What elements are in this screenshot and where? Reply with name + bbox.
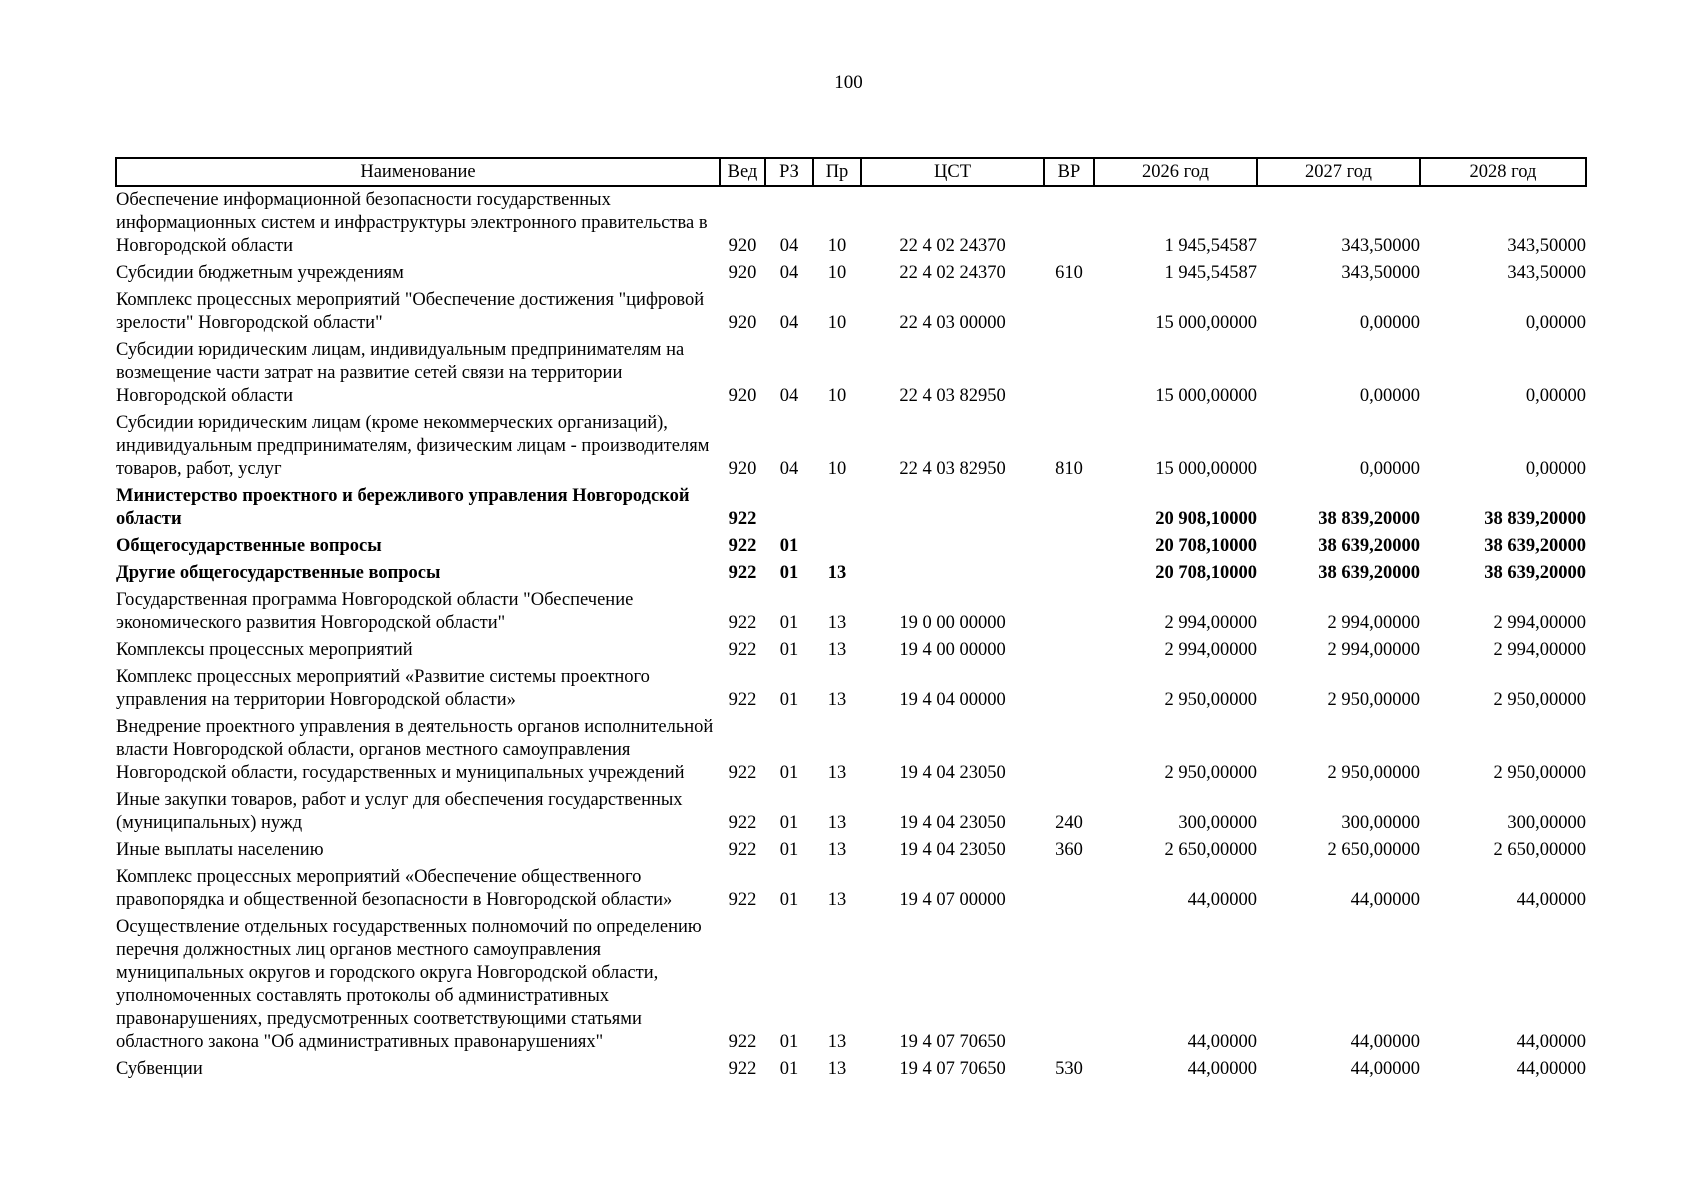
row-name-cell: Субсидии бюджетным учреждениям [116,263,404,283]
row-rz-cell: 04 [779,263,799,283]
column-header-vr: ВР [1044,158,1094,186]
row-vr-cell: 360 [1055,840,1083,860]
row-2027-cell: 343,50000 [1341,263,1420,283]
row-2028-cell: 2 994,00000 [1493,613,1586,633]
row-2027-cell: 0,00000 [1359,386,1420,406]
table-row [116,258,1586,285]
row-rz-cell: 01 [779,813,799,833]
row-rz-cell: 01 [779,613,799,633]
row-pr-cell [813,531,861,558]
row-ved-cell: 922 [728,563,757,583]
row-2028-cell: 0,00000 [1525,459,1586,479]
row-ved-cell: 920 [728,236,757,256]
row-2027-cell: 38 639,20000 [1318,563,1420,583]
row-ved-cell: 922 [728,1032,757,1052]
row-ved-cell: 920 [728,459,757,479]
row-2028-cell: 2 950,00000 [1493,763,1586,783]
row-ved-cell: 922 [728,890,757,910]
row-pr-cell: 13 [827,890,847,910]
row-2028-cell: 44,00000 [1516,890,1586,910]
row-2026-cell: 1 945,54587 [1164,236,1257,256]
row-vr-cell: 240 [1055,813,1083,833]
row-rz-cell: 01 [779,1032,799,1052]
row-rz-cell: 01 [779,563,799,583]
row-rz-cell: 01 [779,536,799,556]
row-vr-cell [1044,531,1094,558]
row-2026-cell: 2 994,00000 [1164,613,1257,633]
row-cst-cell [861,558,1044,585]
row-2027-cell: 44,00000 [1350,1059,1420,1079]
row-2026-cell: 1 945,54587 [1164,263,1257,283]
row-vr-cell: 610 [1055,263,1083,283]
row-2027-cell: 343,50000 [1341,236,1420,256]
row-ved-cell: 922 [728,640,757,660]
table-body [116,186,1586,1081]
row-vr-cell [1044,335,1094,408]
table-row [116,835,1586,862]
row-pr-cell: 10 [827,386,847,406]
row-pr-cell: 13 [827,1059,847,1079]
row-cst-cell: 19 4 04 23050 [899,813,1006,833]
budget-table [115,157,1587,1081]
table-row [116,785,1586,835]
row-vr-cell [1044,481,1094,531]
row-cst-cell [861,481,1044,531]
row-cst-cell: 19 4 04 00000 [899,690,1006,710]
row-pr-cell [813,481,861,531]
row-pr-cell: 10 [827,236,847,256]
table-row [116,662,1586,712]
row-2026-cell: 15 000,00000 [1155,459,1257,479]
row-2028-cell: 343,50000 [1507,263,1586,283]
table-row [116,408,1586,481]
row-pr-cell: 13 [827,613,847,633]
row-ved-cell: 922 [728,509,757,529]
row-2028-cell: 44,00000 [1516,1032,1586,1052]
row-pr-cell: 10 [827,313,847,333]
row-ved-cell: 922 [728,813,757,833]
row-name-cell: Другие общегосударственные вопросы [116,563,441,583]
row-vr-cell: 530 [1055,1059,1083,1079]
row-2026-cell: 2 650,00000 [1164,840,1257,860]
row-2028-cell: 300,00000 [1507,813,1586,833]
row-rz-cell [765,481,813,531]
row-ved-cell: 920 [728,313,757,333]
table-header-row [116,158,1586,186]
table-row [116,531,1586,558]
row-2026-cell: 20 908,10000 [1155,509,1257,529]
row-pr-cell: 13 [827,813,847,833]
row-cst-cell: 19 4 07 00000 [899,890,1006,910]
column-header-2026: 2026 год [1094,158,1257,186]
row-2027-cell: 2 650,00000 [1327,840,1420,860]
row-2027-cell: 300,00000 [1341,813,1420,833]
row-name-cell: Комплекс процессных мероприятий "Обеспечение достижения "цифровой зрелости" Новгородской области" [116,290,705,333]
row-name-cell: Комплексы процессных мероприятий [116,640,413,660]
row-name-cell: Субсидии юридическим лицам, индивидуальным предпринимателям на возмещение части затрат на развитие сетей связи на территории Новгородской области [116,340,685,406]
row-cst-cell: 19 4 04 23050 [899,763,1006,783]
row-2027-cell: 0,00000 [1359,313,1420,333]
row-vr-cell [1044,662,1094,712]
row-2026-cell: 2 950,00000 [1164,690,1257,710]
row-2028-cell: 0,00000 [1525,313,1586,333]
table-row [116,712,1586,785]
row-rz-cell: 01 [779,1059,799,1079]
row-ved-cell: 922 [728,840,757,860]
row-name-cell: Осуществление отдельных государственных полномочий по определению перечня должностных лиц органов местного самоуправления муниципальных округов и городского округа Новгородской области, уполномоченных составлять протоколы об административных правонарушениях, предусмотренных соответствующими статьями областного закона "Об административных правонарушениях" [116,917,702,1052]
row-2027-cell: 44,00000 [1350,890,1420,910]
row-2026-cell: 2 950,00000 [1164,763,1257,783]
row-pr-cell: 10 [827,263,847,283]
table-row [116,481,1586,531]
row-pr-cell: 10 [827,459,847,479]
row-name-cell: Обеспечение информационной безопасности государственных информационных систем и инфраструктуры электронного правительства в Новгородской области [116,190,708,256]
row-2028-cell: 38 639,20000 [1484,536,1586,556]
row-2026-cell: 44,00000 [1187,1059,1257,1079]
row-pr-cell: 13 [827,763,847,783]
row-ved-cell: 922 [728,1059,757,1079]
row-vr-cell [1044,635,1094,662]
row-2027-cell: 38 839,20000 [1318,509,1420,529]
row-2027-cell: 44,00000 [1350,1032,1420,1052]
row-ved-cell: 922 [728,613,757,633]
row-rz-cell: 01 [779,840,799,860]
row-vr-cell: 810 [1055,459,1083,479]
row-2028-cell: 44,00000 [1516,1059,1586,1079]
table-row [116,558,1586,585]
row-cst-cell: 22 4 02 24370 [899,236,1006,256]
row-cst-cell: 19 4 04 23050 [899,840,1006,860]
row-2026-cell: 44,00000 [1187,1032,1257,1052]
row-rz-cell: 01 [779,640,799,660]
row-cst-cell: 22 4 03 82950 [899,459,1006,479]
row-name-cell: Государственная программа Новгородской области "Обеспечение экономического развития Новгородской области" [116,590,634,633]
row-2028-cell: 2 650,00000 [1493,840,1586,860]
row-cst-cell: 19 4 07 70650 [899,1059,1006,1079]
table-row [116,912,1586,1054]
row-vr-cell [1044,558,1094,585]
row-ved-cell: 920 [728,386,757,406]
column-header-2028: 2028 год [1420,158,1586,186]
row-name-cell: Внедрение проектного управления в деятельность органов исполнительной власти Новгородской области, органов местного самоуправления Новгородской области, государственных и муниципальных учреждений [116,717,714,783]
row-name-cell: Общегосударственные вопросы [116,536,382,556]
column-header-ved: Вед [720,158,765,186]
row-2027-cell: 2 994,00000 [1327,613,1420,633]
table-row [116,635,1586,662]
row-vr-cell [1044,186,1094,258]
row-cst-cell: 22 4 02 24370 [899,263,1006,283]
row-name-cell: Иные закупки товаров, работ и услуг для обеспечения государственных (муниципальных) нужд [116,790,683,833]
row-2028-cell: 0,00000 [1525,386,1586,406]
row-2027-cell: 38 639,20000 [1318,536,1420,556]
row-2028-cell: 38 839,20000 [1484,509,1586,529]
row-name-cell: Комплекс процессных мероприятий «Обеспечение общественного правопорядка и общественной безопасности в Новгородской области» [116,867,673,910]
row-vr-cell [1044,585,1094,635]
row-name-cell: Министерство проектного и бережливого управления Новгородской области [116,486,690,529]
row-pr-cell: 13 [827,1032,847,1052]
row-rz-cell: 01 [779,890,799,910]
table-row [116,585,1586,635]
column-header-pr: Пр [813,158,861,186]
page-number: 100 [834,72,863,93]
row-cst-cell: 19 4 00 00000 [899,640,1006,660]
row-pr-cell: 13 [827,640,847,660]
row-vr-cell [1044,285,1094,335]
row-cst-cell [861,531,1044,558]
row-rz-cell: 04 [779,313,799,333]
row-2026-cell: 15 000,00000 [1155,386,1257,406]
table-row [116,862,1586,912]
table-row [116,186,1586,258]
row-2026-cell: 20 708,10000 [1155,536,1257,556]
row-pr-cell: 13 [827,563,847,583]
row-vr-cell [1044,912,1094,1054]
column-header-rz: РЗ [765,158,813,186]
row-vr-cell [1044,862,1094,912]
row-2028-cell: 2 994,00000 [1493,640,1586,660]
row-pr-cell: 13 [827,690,847,710]
row-2027-cell: 0,00000 [1359,459,1420,479]
row-2027-cell: 2 950,00000 [1327,763,1420,783]
column-header-2027: 2027 год [1257,158,1420,186]
row-2026-cell: 15 000,00000 [1155,313,1257,333]
row-name-cell: Субвенции [116,1059,203,1079]
row-2026-cell: 2 994,00000 [1164,640,1257,660]
row-pr-cell: 13 [827,840,847,860]
row-2027-cell: 2 950,00000 [1327,690,1420,710]
row-cst-cell: 22 4 03 82950 [899,386,1006,406]
row-ved-cell: 920 [728,263,757,283]
column-header-name: Наименование [116,158,720,186]
row-cst-cell: 19 4 07 70650 [899,1032,1006,1052]
row-rz-cell: 01 [779,763,799,783]
row-cst-cell: 19 0 00 00000 [899,613,1006,633]
row-ved-cell: 922 [728,536,757,556]
row-2026-cell: 20 708,10000 [1155,563,1257,583]
row-rz-cell: 04 [779,386,799,406]
row-rz-cell: 04 [779,236,799,256]
row-2028-cell: 343,50000 [1507,236,1586,256]
row-ved-cell: 922 [728,690,757,710]
row-2027-cell: 2 994,00000 [1327,640,1420,660]
table-row [116,1054,1586,1081]
row-rz-cell: 01 [779,690,799,710]
row-2026-cell: 300,00000 [1178,813,1257,833]
row-rz-cell: 04 [779,459,799,479]
row-vr-cell [1044,712,1094,785]
table-row [116,285,1586,335]
column-header-cst: ЦСТ [861,158,1044,186]
row-2026-cell: 44,00000 [1187,890,1257,910]
table-row [116,335,1586,408]
row-2028-cell: 38 639,20000 [1484,563,1586,583]
row-name-cell: Субсидии юридическим лицам (кроме некоммерческих организаций), индивидуальным предпринимателям, физическим лицам - производителям товаров, работ, услуг [116,413,710,479]
row-name-cell: Иные выплаты населению [116,840,324,860]
row-2028-cell: 2 950,00000 [1493,690,1586,710]
row-cst-cell: 22 4 03 00000 [899,313,1006,333]
row-ved-cell: 922 [728,763,757,783]
row-name-cell: Комплекс процессных мероприятий «Развитие системы проектного управления на территории Новгородской области» [116,667,650,710]
